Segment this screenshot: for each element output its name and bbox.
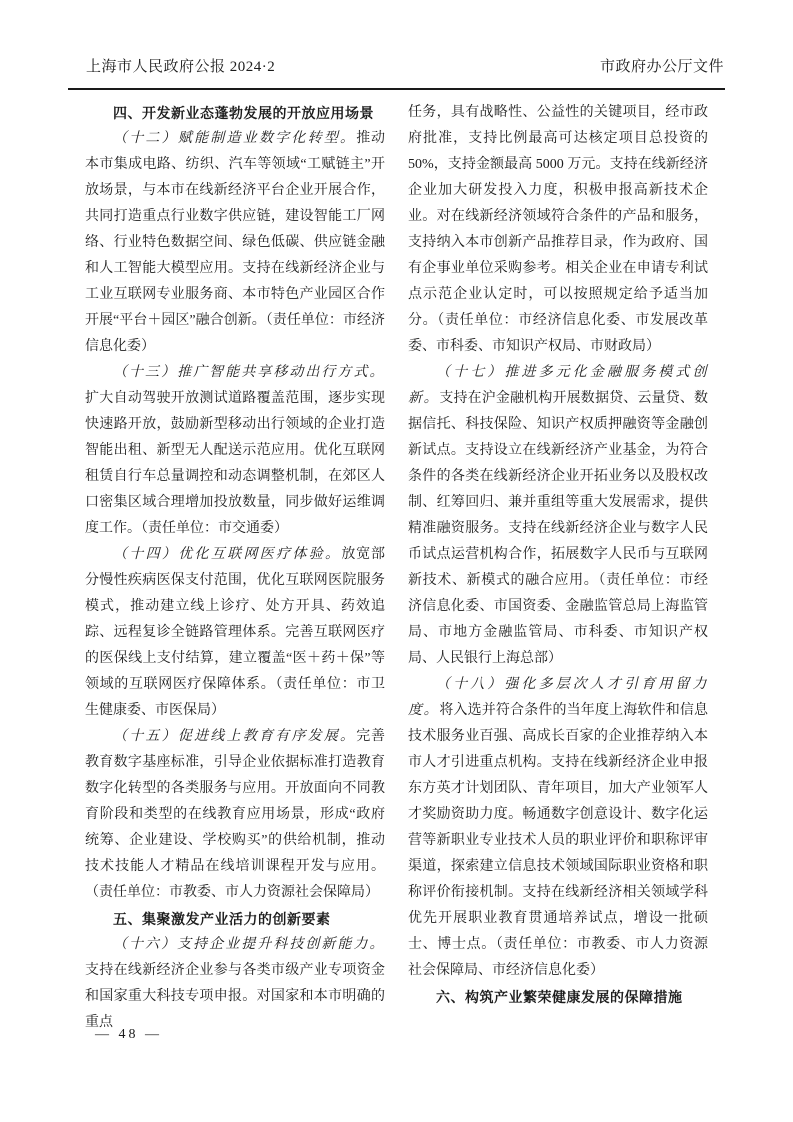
paragraph: （十四）优化互联网医疗体验。放宽部分慢性疾病医保支付范围，优化互联网医院服务模式，推动建立线上诊疗、处方开具、药效追踪、远程复诊全链路管理体系。完善互联网医疗的医保线上支付结算，建立覆盖“医＋药＋保”等领域的互联网医疗保障体系。（责任单位：市卫生健康委、市医保局） <box>85 547 385 718</box>
paragraph-lead: （十三）推广智能共享移动出行方式。 <box>113 365 385 380</box>
paragraph-lead: （十六）支持企业提升科技创新能力。 <box>113 937 385 952</box>
paragraph-lead: （十五）促进线上教育有序发展。 <box>113 729 357 744</box>
right-column <box>408 100 708 1036</box>
paragraph: （十二）赋能制造业数字化转型。推动本市集成电路、纺织、汽车等领域“工赋链主”开放场景，与本市在线新经济平台企业开展合作，共同打造重点行业数字供应链，建设智能工厂网络、行业特色数据空间、绿色低碳、供应链金融和人工智能大模型应用。支持在线新经济企业与工业互联网专业服务商、本市特色产业园区合作开展“平台＋园区”融合创新。（责任单位：市经济信息化委） <box>85 131 385 354</box>
paragraph: （十六）支持企业提升科技创新能力。支持在线新经济企业参与各类市级产业专项资金和国家重大科技专项申报。对国家和本市明确的重点 <box>85 937 385 1030</box>
header-publication-title: 上海市人民政府公报 2024·2 <box>86 59 276 75</box>
paragraph: 任务，具有战略性、公益性的关键项目，经市政府批准，支持比例最高可达核定项目总投资的50%，支持金额最高 5000 万元。支持在线新经济企业加大研发投入力度，积极申报高新技术企业。对在线新经济领域符合条件的产品和服务，支持纳入本市创新产品推荐目录，作为政府、国有企事业单位采购参考。相关企业在申请专利试点示范企业认定时，可以按照规定给予适当加分。（责任单位：市经济信息化委、市发展改革委、市科委、市知识产权局、市财政局） <box>408 105 708 354</box>
page-header <box>86 57 724 77</box>
section-heading: 六、构筑产业繁荣健康发展的保障措施 <box>436 989 683 1005</box>
header-section-label: 市政府办公厅文件 <box>599 59 724 75</box>
section-heading: 四、开发新业态蓬勃发展的开放应用场景 <box>113 105 374 121</box>
paragraph: （十三）推广智能共享移动出行方式。扩大自动驾驶开放测试道路覆盖范围，逐步实现快速路开放，鼓励新型移动出行领域的企业打造智能出租、新型无人配送示范应用。优化互联网租赁自行车总量调控和动态调整机制，在郊区人口密集区域合理增加投放数量，同步做好运维调度工作。（责任单位：市交通委） <box>85 365 385 536</box>
paragraph-lead: （十八）强化多层次人才引育用留力度。 <box>408 677 708 718</box>
paragraph-lead: （十二）赋能制造业数字化转型。 <box>113 131 357 146</box>
paragraph: （十八）强化多层次人才引育用留力度。将入选并符合条件的当年度上海软件和信息技术服务业百强、高成长百家的企业推荐纳入本市人才引进重点机构。支持在线新经济企业申报东方英才计划团队、青年项目，加大产业领军人才奖励资助力度。畅通数字创意设计、数字化运营等新职业专业技术人员的职业评价和职称评审渠道，探索建立信息技术领域国际职业资格和职称评价衔接机制。支持在线新经济相关领域学科优先开展职业教育贯通培养试点，增设一批硕士、博士点。（责任单位：市教委、市人力资源社会保障局、市经济信息化委） <box>408 677 709 978</box>
paragraph-lead: （十七）推进多元化金融服务模式创新。 <box>408 365 708 406</box>
page-number: — 48 — <box>95 1027 162 1042</box>
left-column <box>85 100 385 1036</box>
paragraph: （十五）促进线上教育有序发展。完善教育数字基座标准，引导企业依据标准打造教育数字化转型的各类服务与应用。开放面向不同教育阶段和类型的在线教育应用场景，形成“政府统筹、企业建设、学校购买”的供给机制，推动技术技能人才精品在线培训课程开发与应用。（责任单位：市教委、市人力资源社会保障局） <box>85 729 385 900</box>
page-footer <box>95 1024 162 1046</box>
section-heading: 五、集聚激发产业活力的创新要素 <box>113 911 331 927</box>
header-rule <box>68 88 725 90</box>
paragraph: （十七）推进多元化金融服务模式创新。支持在沪金融机构开展数据贷、云量贷、数据信托、科技保险、知识产权质押融资等金融创新试点。支持设立在线新经济产业基金，为符合条件的各类在线新经济企业开拓业务以及股权改制、红筹回归、兼并重组等重大发展需求，提供精准融资服务。支持在线新经济企业与数字人民币试点运营机构合作，拓展数字人民币与互联网新技术、新模式的融合应用。（责任单位：市经济信息化委、市国资委、金融监管总局上海监管局、市地方金融监管局、市科委、市知识产权局、人民银行上海总部） <box>408 365 709 666</box>
document-body <box>85 100 708 1036</box>
paragraph-lead: （十四）优化互联网医疗体验。 <box>113 547 342 562</box>
